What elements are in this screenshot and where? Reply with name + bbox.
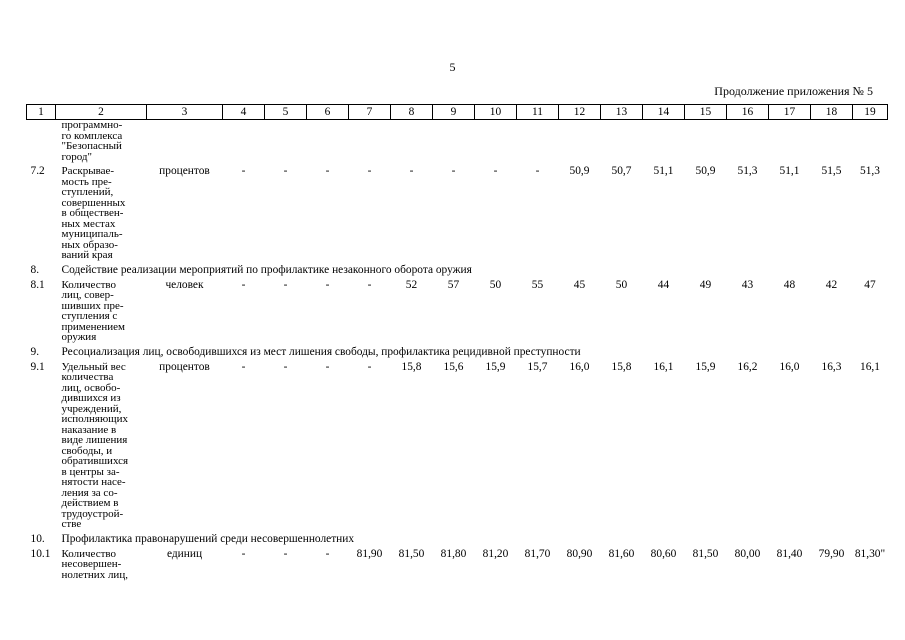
value-cell: 47 <box>864 278 876 291</box>
value-cell: 81,20 <box>482 547 509 560</box>
column-header: 18 <box>811 105 853 120</box>
section-title: Содействие реализации мероприятий по профилактике незаконного оборота оружия <box>61 263 472 276</box>
table-row <box>27 120 888 163</box>
empty-cell <box>265 120 307 163</box>
empty-cell <box>559 120 601 163</box>
value-cell: 42 <box>825 278 838 291</box>
column-header: 14 <box>643 105 685 120</box>
value-cell: 81,60 <box>608 547 635 560</box>
column-header: 8 <box>391 105 433 120</box>
unit-cell: человек <box>165 278 204 291</box>
value-cell: 52 <box>405 278 418 291</box>
value-cell: - <box>325 278 330 291</box>
value-cell: 16,1 <box>653 360 674 373</box>
value-cell: 50,9 <box>695 165 716 177</box>
empty-cell <box>391 120 433 163</box>
column-header: 2 <box>56 105 147 120</box>
value-cell: 16,3 <box>821 360 842 373</box>
table-row <box>27 162 888 261</box>
column-header: 6 <box>307 105 349 120</box>
indicator-name: программно- го комплекса "Безопасный город" <box>61 119 123 163</box>
value-cell: - <box>283 360 288 373</box>
column-header: 7 <box>349 105 391 120</box>
column-header: 16 <box>727 105 769 120</box>
unit-cell: процентов <box>159 360 210 373</box>
section-row <box>27 343 888 358</box>
column-header: 3 <box>147 105 223 120</box>
value-cell: 80,00 <box>734 547 761 560</box>
value-cell: 50,7 <box>611 165 632 177</box>
value-cell: 16,0 <box>779 360 800 373</box>
value-cell: - <box>325 360 330 373</box>
value-cell: - <box>367 278 372 291</box>
empty-cell <box>349 120 391 163</box>
value-cell: 81,70 <box>524 547 551 560</box>
row-number <box>27 120 56 163</box>
empty-cell <box>517 120 559 163</box>
value-cell: - <box>283 278 288 291</box>
indicator-name: Раскрывае- мость пре- ступлений, совершенных в обществен- ных местах муниципаль- ных образо- ваний края <box>61 165 126 261</box>
table-row <box>27 545 888 581</box>
value-cell: 51,1 <box>779 165 800 177</box>
value-cell: 15,6 <box>443 360 464 373</box>
value-cell: 15,8 <box>611 360 632 373</box>
row-number: 8.1 <box>30 278 45 291</box>
indicator-name: Количество лиц, совер- шивших пре- ступления с применением оружия <box>61 278 126 343</box>
page-number: 5 <box>449 60 456 74</box>
value-cell: 51,3 <box>737 165 758 177</box>
value-cell: 55 <box>531 278 544 291</box>
empty-cell <box>811 120 853 163</box>
row-number: 9.1 <box>30 360 45 373</box>
empty-cell <box>601 120 643 163</box>
column-header: 9 <box>433 105 475 120</box>
section-number: 9. <box>30 345 40 358</box>
value-cell: 50 <box>489 278 502 291</box>
unit-cell: единиц <box>166 547 203 560</box>
value-cell: - <box>283 165 288 177</box>
section-number: 8. <box>30 263 40 276</box>
value-cell: 45 <box>573 278 586 291</box>
empty-cell <box>223 120 265 163</box>
value-cell: 81,40 <box>776 547 803 560</box>
value-cell: 80,60 <box>650 547 677 560</box>
value-cell: - <box>325 165 330 177</box>
value-cell: 16,2 <box>737 360 758 373</box>
value-cell: 81,50 <box>398 547 425 560</box>
value-cell: - <box>535 165 540 177</box>
column-header: 1 <box>27 105 56 120</box>
value-cell: - <box>241 278 246 291</box>
appendix-continuation-note: Продолжение приложения № 5 <box>714 84 873 98</box>
value-cell: - <box>409 165 414 177</box>
column-header: 4 <box>223 105 265 120</box>
value-cell: 16,0 <box>569 360 590 373</box>
empty-cell <box>853 120 888 163</box>
table-row <box>27 358 888 530</box>
section-row <box>27 530 888 545</box>
value-cell: 48 <box>783 278 796 291</box>
value-cell: 15,9 <box>695 360 716 373</box>
column-header: 12 <box>559 105 601 120</box>
indicators-table <box>26 104 888 580</box>
value-cell: 51,5 <box>821 165 842 177</box>
value-cell: - <box>325 547 330 560</box>
value-cell: 50 <box>615 278 628 291</box>
section-title: Профилактика правонарушений среди несовершеннолетних <box>61 532 355 545</box>
value-cell: 15,7 <box>527 360 548 373</box>
row-number: 7.2 <box>30 165 45 177</box>
header-row <box>27 105 888 120</box>
table-row <box>27 276 888 343</box>
value-cell: 79,90 <box>818 547 845 560</box>
value-cell: 43 <box>741 278 754 291</box>
value-cell: 16,1 <box>860 360 880 373</box>
row-number: 10.1 <box>30 547 51 560</box>
value-cell: 44 <box>657 278 670 291</box>
value-cell: - <box>367 360 372 373</box>
empty-cell <box>685 120 727 163</box>
column-header: 10 <box>475 105 517 120</box>
section-number: 10. <box>30 532 45 545</box>
value-cell: - <box>241 165 246 177</box>
value-cell: - <box>493 165 498 177</box>
value-cell: - <box>451 165 456 177</box>
section-row <box>27 261 888 276</box>
column-header: 15 <box>685 105 727 120</box>
unit-cell: процентов <box>159 165 210 177</box>
column-header: 11 <box>517 105 559 120</box>
column-header: 13 <box>601 105 643 120</box>
value-cell: 50,9 <box>569 165 590 177</box>
value-cell: 81,90 <box>356 547 383 560</box>
empty-cell <box>769 120 811 163</box>
value-cell: 81,30" <box>854 547 886 560</box>
empty-cell <box>475 120 517 163</box>
column-header: 5 <box>265 105 307 120</box>
empty-cell <box>147 120 223 163</box>
value-cell: 80,90 <box>566 547 593 560</box>
empty-cell <box>643 120 685 163</box>
value-cell: 81,50 <box>692 547 719 560</box>
value-cell: 49 <box>699 278 712 291</box>
value-cell: 15,8 <box>401 360 422 373</box>
indicator-name: Количество несовершен- нолетних лиц, <box>61 547 128 581</box>
empty-cell <box>727 120 769 163</box>
value-cell: - <box>283 547 288 560</box>
column-header: 17 <box>769 105 811 120</box>
value-cell: 15,9 <box>485 360 506 373</box>
value-cell: 51,3 <box>860 165 880 177</box>
value-cell: - <box>367 165 372 177</box>
section-title: Ресоциализация лиц, освободившихся из мест лишения свободы, профилактика рецидивной преступности <box>61 345 581 358</box>
value-cell: - <box>241 360 246 373</box>
empty-cell <box>307 120 349 163</box>
value-cell: 57 <box>447 278 460 291</box>
value-cell: - <box>241 547 246 560</box>
indicator-name: Удельный вес количества лиц, освобо- дившихся из учреждений, исполняющих наказание в виде лишения свободы, и обратившихся в центры за- нятости насе- ления за со- действием в трудоустрой- стве <box>61 360 129 530</box>
column-header: 19 <box>853 105 888 120</box>
value-cell: 51,1 <box>653 165 674 177</box>
value-cell: 81,80 <box>440 547 467 560</box>
empty-cell <box>433 120 475 163</box>
